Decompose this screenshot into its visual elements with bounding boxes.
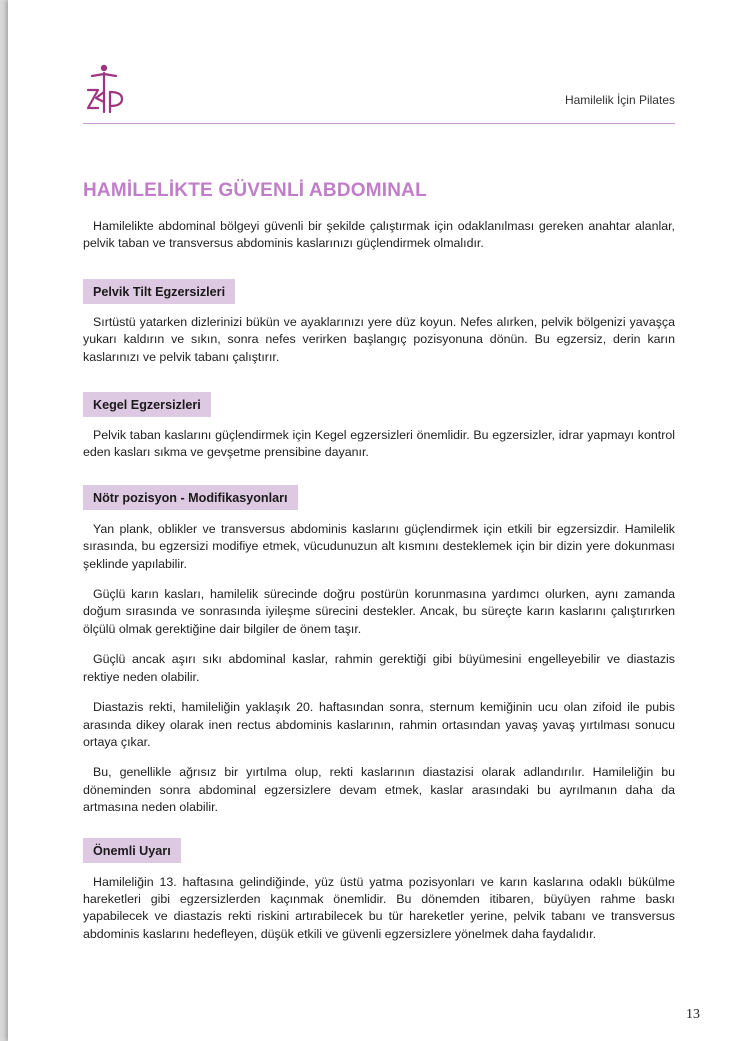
- yoga-logo-icon: [82, 62, 126, 116]
- paragraph: Bu, genellikle ağrısız bir yırtılma olup, rekti kaslarının diastazisi olarak adlandırılır. Hamileliğin bu döneminden sonra abdominal egzersizlere devam etmek, kaslar arasındaki bu ayrılmanın daha da artmasına neden olabilir.: [83, 765, 675, 815]
- intro-paragraph: Hamilelikte abdominal bölgeyi güvenli bir şekilde çalıştırmak için odaklanılması gereken anahtar alanlar, pelvik taban ve transversus abdominis kaslarınızı güçlendirmek olmalıdır.: [83, 219, 675, 251]
- section-heading-pelvic-tilt: Pelvik Tilt Egzersizleri: [83, 279, 235, 304]
- section-heading-kegel: Kegel Egzersizleri: [83, 392, 211, 417]
- paragraph: Güçlü karın kasları, hamilelik sürecinde doğru postürün korunmasına yardımcı olurken, aynı zamanda doğum sırasında ve sonrasında iyileşme sürecini destekler. Ancak, bu süreçte karın kaslarını çalıştırırken ölçülü olmak gerektiğine dair bilgiler de önem taşır.: [83, 587, 675, 636]
- section-heading-warning: Önemli Uyarı: [83, 838, 181, 863]
- section-heading-neutral-position: Nötr pozisyon - Modifikasyonları: [83, 485, 298, 510]
- main-content: [83, 180, 675, 943]
- paragraph: Hamileliğin 13. haftasına gelindiğinde, yüz üstü yatma pozisyonları ve karın kaslarına odaklı bükülme hareketleri gibi egzersizlerden kaçınmak önemlidir. Bu dönemden itibaren, büyüyen rahme baskı yapabilecek ve diastazis rekti riskini artırabilecek bu tür hareketler yerine, pelvik tabanı ve transversus abdominis kaslarını hedefleyen, düşük etkili ve güvenli egzersizlere yönelmek daha faydalıdır.: [83, 874, 675, 941]
- paragraph: Diastazis rekti, hamileliğin yaklaşık 20. haftasından sonra, sternum kemiğinin ucu olan zifoid ile pubis arasında dikey olarak inen rectus abdominis kaslarının, rahmin ortasından yavaş yavaş yırtılması sonucu ortaya çıkar.: [83, 700, 675, 749]
- page-number: 13: [686, 1007, 700, 1022]
- paragraph: Pelvik taban kaslarını güçlendirmek için Kegel egzersizleri önemlidir. Bu egzersizler, idrar yapmayı kontrol eden kasları sıkma ve gevşetme prensibine dayanır.: [83, 428, 675, 460]
- paragraph: Yan plank, oblikler ve transversus abdominis kaslarını güçlendirmek için etkili bir egzersizdir. Hamilelik sırasında, bu egzersizi modifiye etmek, vücudunuzun alt kısmını desteklemek için bir dizin yere dokunması şeklinde yapılabilir.: [83, 521, 675, 571]
- header-divider: [83, 123, 675, 124]
- paragraph: Güçlü ancak aşırı sıkı abdominal kaslar, rahmin gerektiği gibi büyümesini engelleyebilir ve diastazis rektiye neden olabilir.: [83, 652, 675, 684]
- running-header: Hamilelik İçin Pilates: [564, 93, 675, 107]
- paragraph: Sırtüstü yatarken dizlerinizi bükün ve ayaklarınızı yere düz koyun. Nefes alırken, pelvik bölgenizi yavaşça yukarı kaldırın ve sıkın, sonra nefes verirken başlangıç pozisyonuna dönün. Bu egzersiz, derin karın kaslarınızı ve pelvik tabanı çalıştırır.: [83, 314, 675, 364]
- page-title: HAMİLELİKTE GÜVENLİ ABDOMINAL: [83, 180, 427, 201]
- document-page: [8, 0, 750, 1041]
